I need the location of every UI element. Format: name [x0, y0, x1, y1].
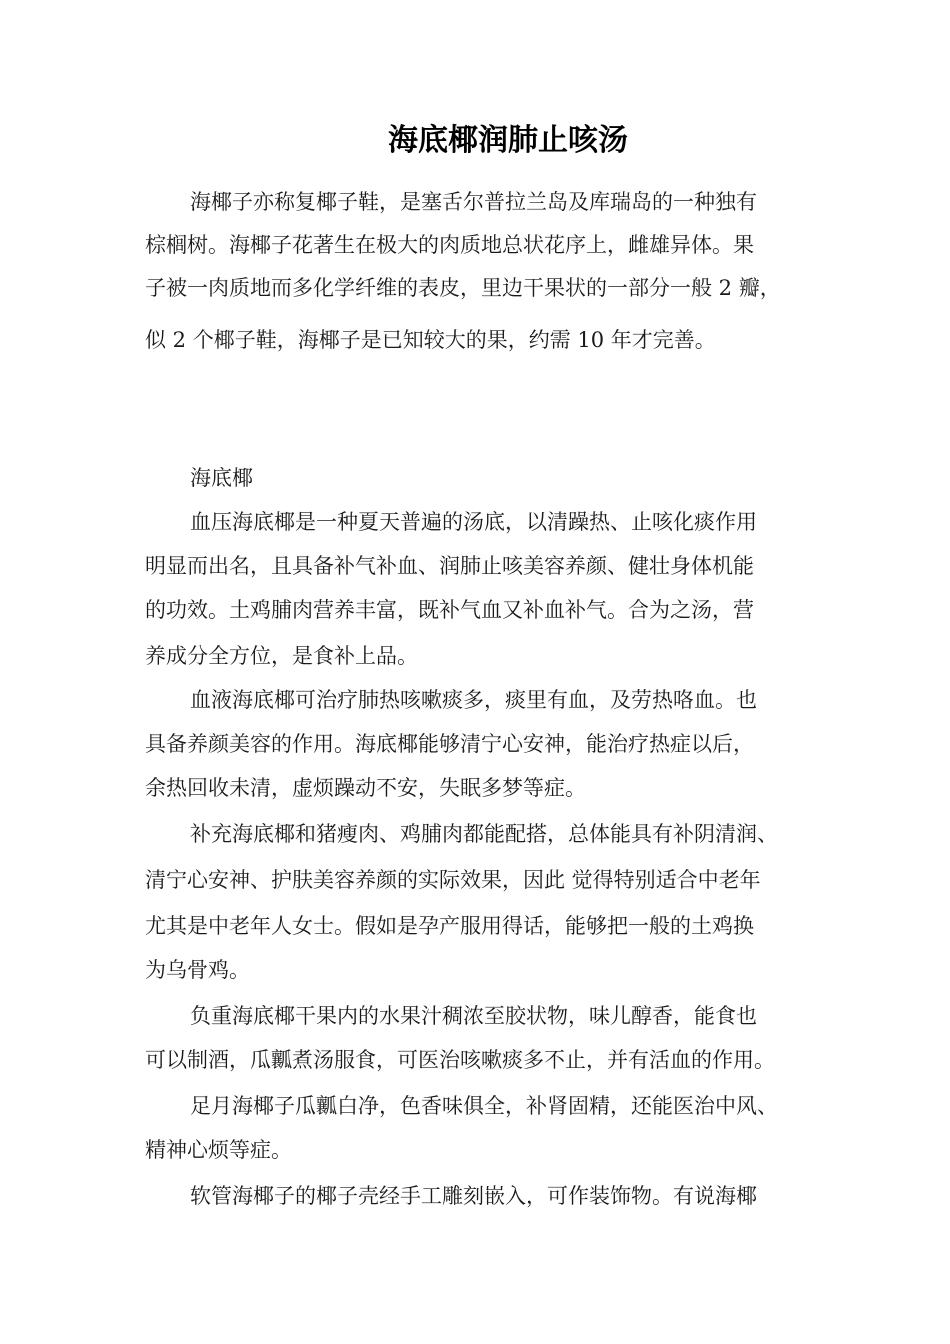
paragraph-line: 可以制酒，瓜瓤煮汤服食，可医治咳嗽痰多不止，并有活血的作用。	[145, 1048, 775, 1072]
paragraph-line: 精神心烦等症。	[145, 1138, 292, 1162]
paragraph-line: 养成分全方位，是食补上品。	[145, 644, 418, 668]
paragraph-line: 软管海椰子的椰子壳经手工雕刻嵌入，可作装饰物。有说海椰	[190, 1184, 757, 1208]
section-heading: 海底椰	[190, 466, 253, 490]
paragraph-line: 子被一肉质地而多化学纤维的表皮，里边干果状的一部分一般 2 瓣，	[145, 276, 781, 300]
paragraph-line: 似 2 个椰子鞋，海椰子是已知较大的果，约需 10 年才完善。	[145, 328, 716, 352]
paragraph-line: 足月海椰子瓜瓤白净，色香味俱全，补肾固精，还能医治中风、	[190, 1094, 778, 1118]
paragraph-line: 为乌骨鸡。	[145, 958, 250, 982]
paragraph-line: 的功效。土鸡脯肉营养丰富，既补气血又补血补气。合为之汤，营	[145, 598, 754, 622]
paragraph-line: 明显而出名，且具备补气补血、润肺止咳美容养颜、健壮身体机能	[145, 554, 754, 578]
paragraph-line: 清宁心安神、护肤美容养颜的实际效果，因此 觉得特别适合中老年	[145, 868, 761, 892]
paragraph-line: 尤其是中老年人女士。假如是孕产服用得话，能够把一般的土鸡换	[145, 914, 754, 938]
document-title: 海底椰润肺止咳汤	[388, 123, 628, 158]
paragraph-line: 负重海底椰干果内的水果汁稠浓至胶状物，味儿醇香，能食也	[190, 1004, 757, 1028]
paragraph-line: 具备养颜美容的作用。海底椰能够清宁心安神，能治疗热症以后，	[145, 732, 754, 756]
paragraph-line: 补充海底椰和猪瘦肉、鸡脯肉都能配搭，总体能具有补阴清润、	[190, 822, 778, 846]
paragraph-line: 海椰子亦称复椰子鞋，是塞舌尔普拉兰岛及库瑞岛的一种独有	[190, 190, 757, 214]
paragraph-line: 棕榈树。海椰子花著生在极大的肉质地总状花序上，雌雄异体。果	[145, 233, 754, 257]
paragraph-line: 余热回收未清，虚烦躁动不安，失眠多梦等症。	[145, 776, 586, 800]
paragraph-line: 血液海底椰可治疗肺热咳嗽痰多，痰里有血，及劳热咯血。也	[190, 688, 757, 712]
paragraph-line: 血压海底椰是一种夏天普遍的汤底，以清躁热、止咳化痰作用	[190, 510, 757, 534]
